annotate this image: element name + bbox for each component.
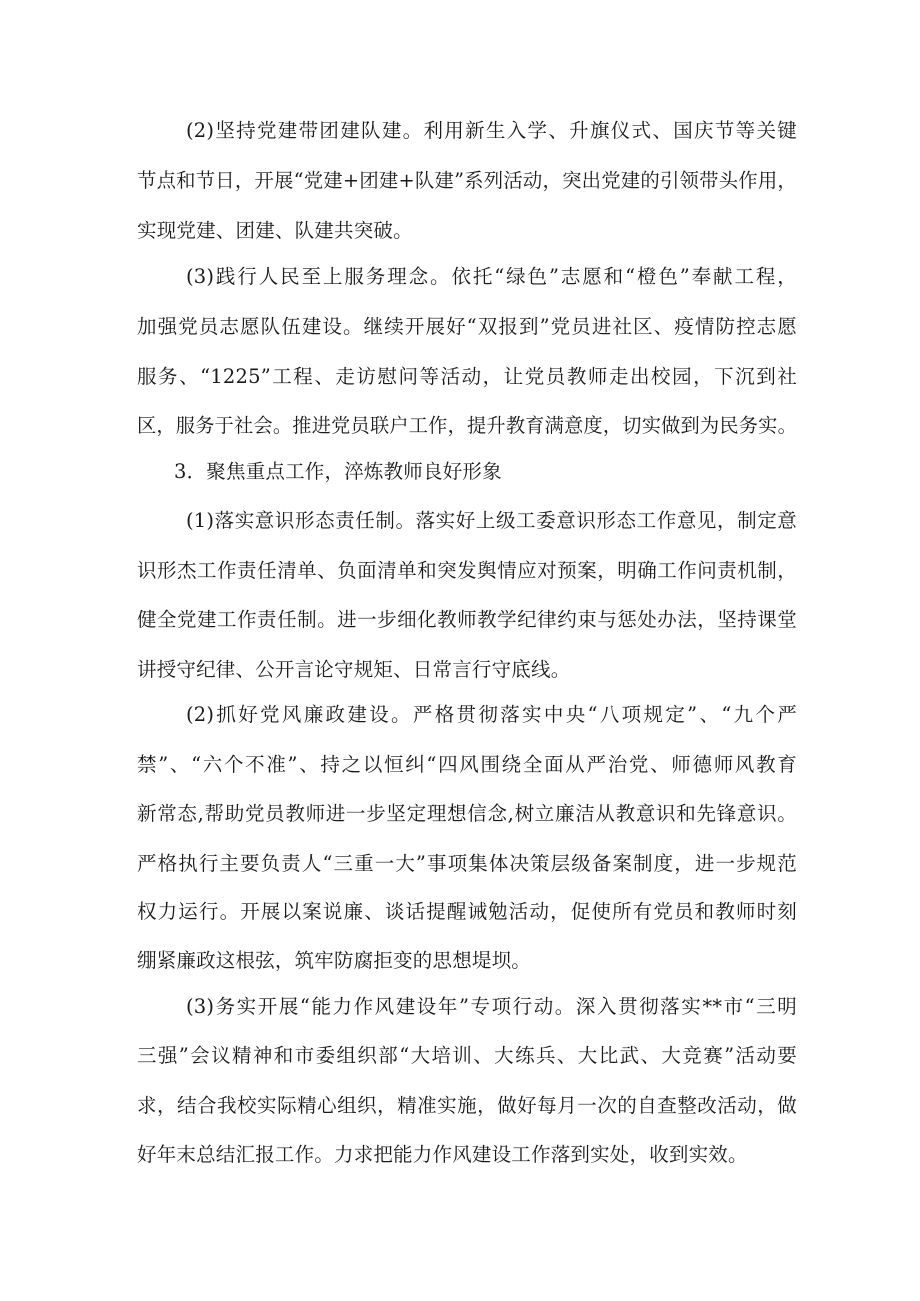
- paragraph-3-line-1: (1)落实意识形态责任制。落实好上级工委意识形态工作意见，制定意: [186, 509, 797, 532]
- paragraph-5-line-2: 三强”会议精神和市委组织部“大培训、大练兵、大比武、大竞赛”活动要: [137, 1044, 797, 1067]
- paragraph-3-line-3: 健全党建工作责任制。进一步细化教师教学纪律约束与惩处办法，坚持课堂: [137, 608, 797, 631]
- paragraph-1-line-1: (2)坚持党建带团建队建。利用新生入学、升旗仪式、国庆节等关键: [186, 119, 797, 142]
- paragraph-1-line-2: 节点和节日，开展“党建+团建+队建”系列活动，突出党建的引领带头作用，: [137, 169, 797, 192]
- paragraph-2-line-1: (3)践行人民至上服务理念。依托“绿色”志愿和“橙色”奉献工程，: [186, 265, 797, 288]
- paragraph-4-line-2: 禁”、“六个不准”、持之以恒纠“四风围绕全面从严治党、师德师风教育: [137, 753, 797, 776]
- paragraph-5-line-4: 好年末总结汇报工作。力求把能力作风建设工作落到实处，收到实效。: [137, 1143, 748, 1166]
- paragraph-3-line-2: 识形杰工作责任清单、负面清单和突发舆情应对预案，明确工作问责机制，: [137, 559, 797, 582]
- section-heading-3: 3．聚焦重点工作，淬炼教师良好形象: [174, 460, 502, 483]
- paragraph-1-line-3: 实现党建、团建、队建共突破。: [137, 219, 413, 242]
- paragraph-4-line-3: 新常态,帮助党员教师进一步坚定理想信念,树立廉洁从教意识和先锋意识。: [137, 802, 797, 825]
- paragraph-4-line-4: 严格执行主要负责人“三重一大”事项集体决策层级备案制度，进一步规范: [137, 852, 797, 875]
- paragraph-4-line-6: 绷紧廉政这根弦，筑牢防腐拒变的思想堤坝。: [137, 949, 532, 972]
- paragraph-2-line-4: 区，服务于社会。推进党员联户工作，提升教育满意度，切实做到为民务实。: [137, 414, 797, 437]
- paragraph-5-line-1: (3)务实开展“能力作风建设年”专项行动。深入贯彻落实**市“三明: [186, 995, 797, 1018]
- paragraph-4-line-1: (2)抓好党风廉政建设。严格贯彻落实中央“八项规定”、“九个严: [186, 703, 797, 726]
- paragraph-4-line-5: 权力运行。开展以案说廉、谈话提醒诫勉活动，促使所有党员和教师时刻: [137, 900, 797, 923]
- paragraph-2-line-3: 服务、“1225”工程、走访慰问等活动，让党员教师走出校园，下沉到社: [137, 365, 797, 388]
- paragraph-5-line-3: 求，结合我校实际精心组织，精准实施，做好每月一次的自查整改活动，做: [137, 1094, 797, 1117]
- paragraph-3-line-4: 讲授守纪律、公开言论守规矩、日常言行守底线。: [137, 658, 571, 681]
- paragraph-2-line-2: 加强党员志愿队伍建设。继续开展好“双报到”党员进社区、疫情防控志愿: [137, 315, 797, 338]
